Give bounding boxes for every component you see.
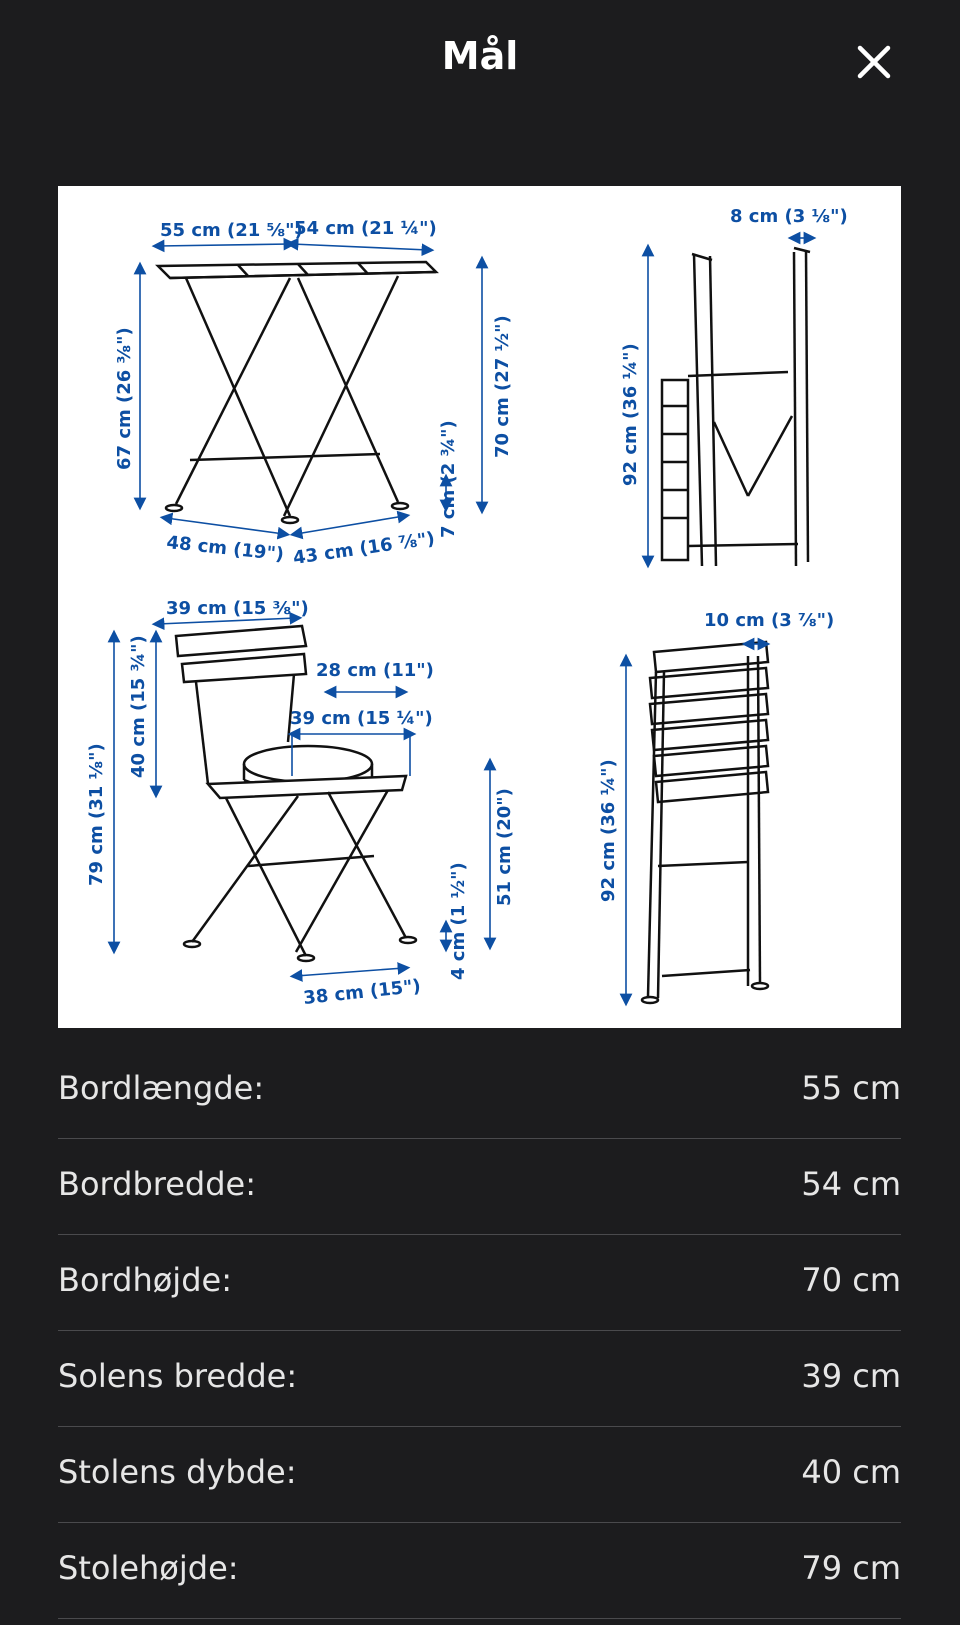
spec-label: Bordbredde: [58,1164,256,1203]
table-width-label: 55 cm (21 ⅝") [160,220,303,241]
page-title: Mål [441,34,519,78]
table-base-depth-label: 43 cm (16 ⅞") [291,528,437,569]
table-foot-height-label: 7 cm (2 ¾") [438,420,459,538]
spec-value: 70 cm [801,1260,901,1299]
cushion-depth-label: 28 cm (11") [316,660,434,681]
dimension-drawing [58,186,901,1028]
chair-foot-height-label: 4 cm (1 ½") [448,862,469,980]
seat-height-label: 51 cm (20") [494,788,515,906]
table-illustration [158,262,436,523]
folded-table-thickness-label: 8 cm (3 ⅛") [730,206,848,227]
table-depth-label: 54 cm (21 ¼") [294,218,437,239]
close-button[interactable] [852,40,896,84]
table-top-height-label: 67 cm (26 ⅜") [114,327,135,470]
close-icon [852,40,896,84]
spec-label: Bordlængde: [58,1068,265,1107]
spec-value: 40 cm [801,1452,901,1491]
dimension-spec-list [58,1043,901,1619]
table-base-width-label: 48 cm (19") [165,532,285,566]
modal-header [0,0,960,120]
spec-value: 55 cm [801,1068,901,1107]
folded-table-illustration [662,248,810,566]
chair-back-height-label: 40 cm (15 ¾") [128,635,149,778]
spec-row-chair-width [58,1331,901,1427]
folded-chair-height-label: 92 cm (36 ¼") [598,759,619,902]
spec-value: 54 cm [801,1164,901,1203]
spec-row-table-length [58,1043,901,1139]
folded-chair-illustration [642,642,768,1003]
spec-row-table-width [58,1139,901,1235]
dimension-diagram [58,186,901,1028]
spec-label: Bordhøjde: [58,1260,232,1299]
chair-width-label: 39 cm (15 ⅜") [166,598,309,619]
table-height-label: 70 cm (27 ½") [492,315,513,458]
chair-height-label: 79 cm (31 ⅛") [86,743,107,886]
folded-chair-thickness-label: 10 cm (3 ⅞") [704,610,835,631]
spec-row-table-height [58,1235,901,1331]
spec-row-chair-depth [58,1427,901,1523]
seat-width-label: 39 cm (15 ¼") [290,708,433,729]
chair-base-label: 38 cm (15") [302,975,422,1009]
spec-value: 39 cm [801,1356,901,1395]
spec-value: 79 cm [801,1548,901,1587]
spec-label: Stolehøjde: [58,1548,239,1587]
folded-table-height-label: 92 cm (36 ¼") [620,343,641,486]
spec-row-chair-height [58,1523,901,1619]
spec-label: Solens bredde: [58,1356,298,1395]
spec-label: Stolens dybde: [58,1452,297,1491]
